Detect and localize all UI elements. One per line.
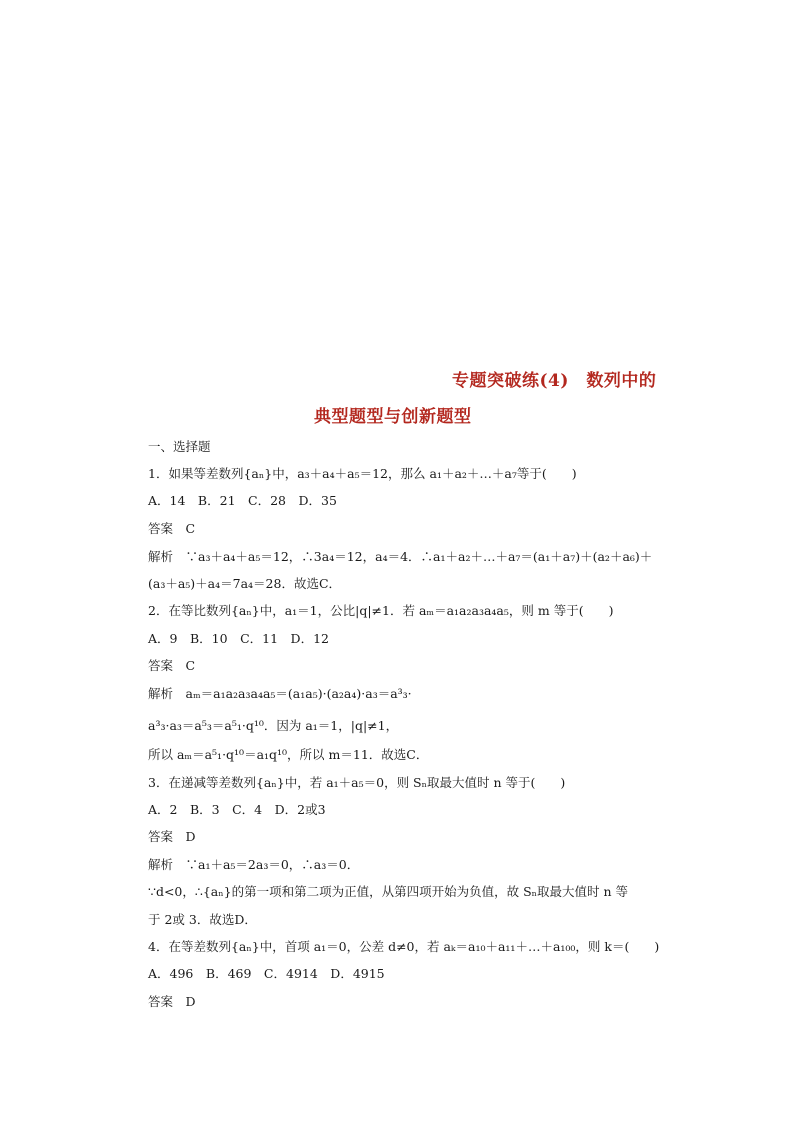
q4-options: A．496 B．469 C．4914 D．4915: [148, 966, 385, 981]
q2-options: A．9 B．10 C．11 D．12: [148, 631, 329, 646]
q1-answer: 答案 C: [148, 521, 196, 536]
q1-analysis-2: (a₃＋a₅)＋a₄＝7a₄＝28．故选C．: [148, 576, 342, 591]
q3-analysis-2: ∵d<0，∴{aₙ}的第一项和第二项为正值，从第四项开始为负值，故 Sₙ取最大值时 n 等: [148, 884, 629, 899]
q3-analysis-1: 解析 ∵a₁＋a₅＝2a₃＝0，∴a₃＝0．: [148, 857, 360, 872]
q2-analysis-2: a³₃·a₃＝a⁵₃＝a⁵₁·q¹⁰．因为 a₁＝1，|q|≠1，: [148, 718, 399, 733]
q4-text: 4．在等差数列{aₙ}中，首项 a₁＝0，公差 d≠0，若 aₖ＝a₁₀＋a₁₁＋…＋a₁₀₀，则 k＝( ): [148, 939, 660, 954]
q1-options: A．14 B．21 C．28 D．35: [148, 493, 337, 508]
q1-analysis-1: 解析 ∵a₃＋a₄＋a₅＝12，∴3a₄＝12，a₄＝4．∴a₁＋a₂＋…＋a₇＝(a₁＋a₇)＋(a₂＋a₆)＋: [148, 549, 653, 564]
title-line-2: 典型题型与创新题型: [314, 407, 472, 427]
section-heading: 一、选择题: [148, 439, 211, 454]
q2-text: 2．在等比数列{aₙ}中，a₁＝1，公比|q|≠1．若 aₘ＝a₁a₂a₃a₄a₅，则 m 等于( ): [148, 603, 614, 618]
q2-analysis-1: 解析 aₘ＝a₁a₂a₃a₄a₅＝(a₁a₅)·(a₂a₄)·a₃＝a³₃·: [148, 686, 412, 701]
q3-options: A．2 B．3 C．4 D．2或3: [148, 802, 326, 817]
q3-text: 3．在递减等差数列{aₙ}中，若 a₁＋a₅＝0，则 Sₙ取最大值时 n 等于( ): [148, 775, 566, 790]
q3-answer: 答案 D: [148, 829, 196, 844]
q4-answer: 答案 D: [148, 994, 196, 1009]
q3-analysis-3: 于 2或 3．故选D．: [148, 912, 257, 927]
q2-analysis-3: 所以 aₘ＝a⁵₁·q¹⁰＝a₁q¹⁰，所以 m＝11．故选C．: [148, 747, 429, 762]
q2-answer: 答案 C: [148, 658, 196, 673]
title-line-1: 专题突破练(4) 数列中的: [452, 371, 657, 391]
q1-text: 1．如果等差数列{aₙ}中，a₃＋a₄＋a₅＝12，那么 a₁＋a₂＋…＋a₇等于( ): [148, 466, 577, 481]
